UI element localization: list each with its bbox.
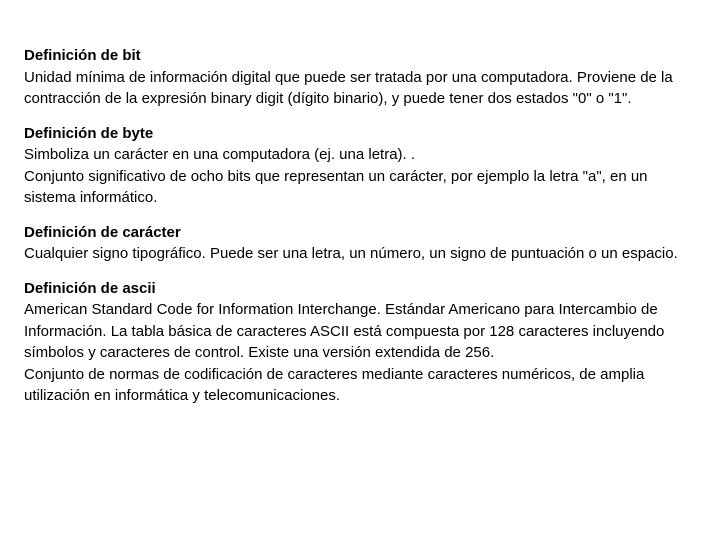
section-paragraph: Conjunto significativo de ocho bits que representan un carácter, por ejemplo la letra "a", en un sistema informático. bbox=[24, 167, 648, 206]
section-heading: Definición de byte bbox=[24, 124, 154, 142]
section-heading: Definición de ascii bbox=[24, 279, 156, 297]
document-body bbox=[24, 45, 694, 420]
section-ascii bbox=[24, 278, 694, 407]
section-byte bbox=[24, 123, 694, 209]
section-heading: Definición de carácter bbox=[24, 223, 181, 241]
section-bit bbox=[24, 45, 694, 110]
section-paragraph: Simboliza un carácter en una computadora (ej. una letra). . bbox=[24, 146, 416, 163]
section-paragraph: Conjunto de normas de codificación de caracteres mediante caracteres numéricos, de amplia utilización en informática y telecomunicaciones. bbox=[24, 365, 645, 404]
section-paragraph: Cualquier signo tipográfico. Puede ser una letra, un número, un signo de puntuación o un espacio. bbox=[24, 245, 678, 262]
section-paragraph: Unidad mínima de información digital que puede ser tratada por una computadora. Proviene de la contracción de la expresión binary digit (dígito binario), y puede tener dos estados "0" o "1". bbox=[24, 68, 673, 107]
section-caracter bbox=[24, 222, 694, 265]
section-paragraph: American Standard Code for Information Interchange. Estándar Americano para Intercambio de Información. La tabla básica de caracteres ASCII está compuesta por 128 caracteres incluyendo símbolos y caracteres de control. Existe una versión extendida de 256. bbox=[24, 301, 665, 361]
section-heading: Definición de bit bbox=[24, 47, 141, 64]
